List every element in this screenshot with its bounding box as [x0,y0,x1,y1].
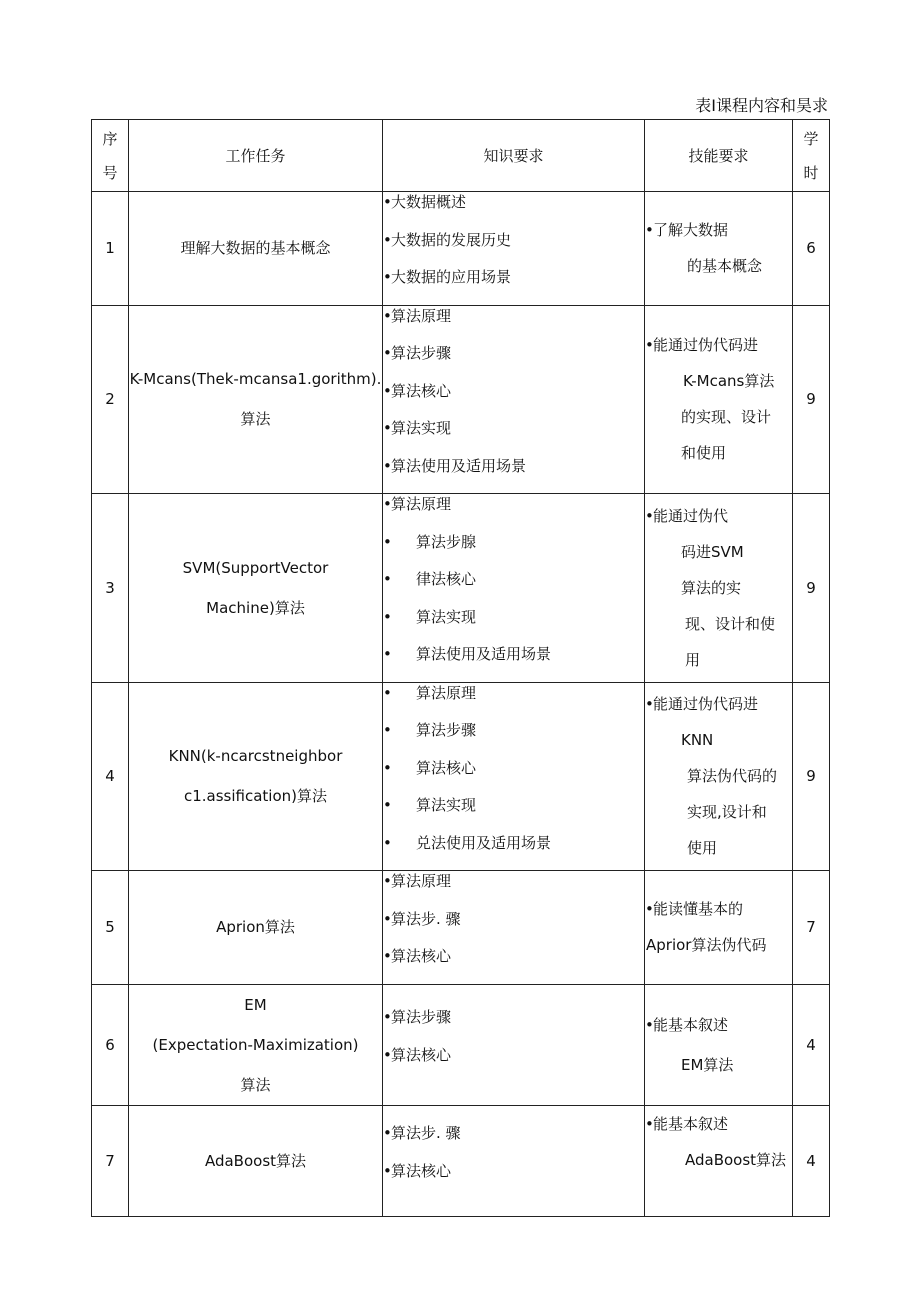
header-num-top: 序 [102,129,118,148]
bullet-icon: • [645,221,654,240]
row-knowledge [383,682,645,871]
skill-line: AdaBoost算法 [685,1150,787,1169]
knowledge-item: •算法实现 [383,419,452,437]
row-skills [645,682,793,871]
row-num: 2 [92,305,129,494]
bullet-icon: • [383,947,392,965]
bullet-icon: • [383,721,392,739]
knowledge-item: •大数据概述 [383,193,467,211]
bullet-icon: • [383,495,392,513]
row-num: 7 [92,1105,129,1216]
bullet-icon: • [383,1161,392,1180]
row-num: 4 [92,682,129,871]
row-task [129,1105,383,1216]
knowledge-item: •算法使用及适用场景 [383,456,527,475]
row-num: 5 [92,871,129,985]
bullet-icon: • [383,1045,392,1064]
header-skills: 技能要求 [645,120,793,192]
table-row [92,192,830,306]
skill-line: EM算法 [681,1055,734,1074]
table-row [92,871,830,985]
header-num-bottom: 号 [102,163,118,182]
bullet-icon: • [383,645,392,663]
row-task [129,192,383,306]
row-skills [645,192,793,306]
knowledge-item: •算法核心 [383,1045,452,1064]
bullet-icon: • [383,456,392,475]
task-line: 理解大数据的基本概念 [180,239,331,258]
row-num: 3 [92,494,129,683]
row-hours: 9 [793,494,830,683]
bullet-icon: • [645,695,654,714]
row-knowledge [383,871,645,985]
task-line: Machine)算法 [206,598,305,617]
bullet-icon: • [383,683,392,702]
knowledge-item: •大数据的应用场景 [383,268,512,286]
bullet-icon: • [383,193,392,211]
task-line: (Expectation-Maximization) [152,1035,359,1054]
row-skills [645,305,793,494]
task-line: AdaBoost算法 [204,1151,307,1170]
row-knowledge [383,984,645,1105]
knowledge-item: •算法步. 骤 [383,909,461,928]
header-task: 工作任务 [129,120,383,192]
task-line: 算法 [240,1075,271,1094]
skill-line: Aprior算法伪代码 [646,936,767,955]
header-num [92,120,129,192]
table-row [92,1105,830,1216]
bullet-icon: • [383,344,392,362]
header-knowledge: 知识要求 [383,120,645,192]
knowledge-item: •算法步骤 [383,344,452,362]
knowledge-item: • 律法核心 [383,570,477,588]
row-task [129,682,383,871]
task-line: SVM(SupportVector [182,558,329,577]
course-content-table [91,119,830,1217]
table-row [92,984,830,1105]
knowledge-item: • 算法实现 [383,796,477,814]
skill-line: •了解大数据 [645,212,792,248]
knowledge-item: • 算法使用及适用场景 [383,645,552,663]
bullet-icon: • [383,419,392,437]
bullet-icon: • [383,607,392,626]
skill-line: KNN [681,731,714,750]
row-knowledge [383,494,645,683]
header-row [92,120,830,192]
bullet-icon: • [383,909,392,928]
skill-line: 和使用 [681,444,727,463]
knowledge-item: • 算法原理 [383,683,477,702]
skill-line: 实现,设计和 [687,803,767,822]
bullet-icon: • [383,268,392,286]
bullet-icon: • [383,570,392,588]
task-line: EM [244,995,267,1014]
row-hours: 4 [793,1105,830,1216]
bullet-icon: • [383,833,392,852]
row-skills [645,984,793,1105]
skill-line: K-Mcans算法 [683,372,775,391]
knowledge-item: •算法步骤 [383,1008,452,1026]
skill-line: •能基本叙述 [645,1106,792,1142]
knowledge-item: •算法核心 [383,1161,452,1180]
bullet-icon: • [383,532,392,551]
skill-line: 的实现、设计 [681,408,772,427]
header-hours [793,120,830,192]
bullet-icon: • [383,306,392,325]
row-hours: 9 [793,305,830,494]
skill-line: •能通过伪代 [645,498,792,534]
knowledge-item: •算法核心 [383,381,452,400]
bullet-icon: • [383,758,392,777]
skill-line: 算法伪代码的 [687,767,778,786]
knowledge-item: •大数据的发展历史 [383,230,512,249]
row-skills [645,494,793,683]
task-line: c1.assification)算法 [183,787,328,806]
skill-line: 算法的实 [681,578,742,597]
row-skills [645,871,793,985]
knowledge-item: • 算法步骤 [383,721,477,739]
header-hours-top: 学 [803,129,819,148]
bullet-icon: • [645,900,654,919]
knowledge-item: • 算法实现 [383,607,477,626]
bullet-icon: • [383,1124,392,1142]
knowledge-item: •算法核心 [383,947,452,965]
knowledge-item: •算法原理 [383,306,452,325]
row-skills [645,1105,793,1216]
skill-line: 使用 [687,839,718,858]
skill-line: •能读懂基本的 [645,891,792,927]
row-hours: 9 [793,682,830,871]
row-knowledge [383,305,645,494]
row-knowledge [383,192,645,306]
knowledge-item: •算法步. 骤 [383,1124,461,1142]
skill-line: •能通过伪代码进 [645,686,792,722]
row-task [129,871,383,985]
task-line: KNN(k-ncarcstneighbor [168,747,343,766]
task-line: Aprion算法 [216,918,295,937]
skill-line: 现、设计和使 [685,614,776,633]
bullet-icon: • [383,796,392,814]
row-task [129,494,383,683]
table-caption: 表I课程内容和昊求 [695,96,828,115]
table-row [92,682,830,871]
row-hours: 7 [793,871,830,985]
skill-line: 码进SVM [681,542,744,561]
bullet-icon: • [383,872,392,890]
row-hours: 4 [793,984,830,1105]
skill-line: 的基本概念 [687,257,763,276]
knowledge-item: • 算法核心 [383,758,477,777]
table-row [92,305,830,494]
bullet-icon: • [383,381,392,400]
row-num: 1 [92,192,129,306]
task-line: 算法 [240,410,271,429]
task-line: K-Mcans(Thek-mcansa1.gorithm). [129,370,382,389]
row-knowledge [383,1105,645,1216]
bullet-icon: • [383,1008,392,1026]
knowledge-item: •算法原理 [383,495,452,513]
row-hours: 6 [793,192,830,306]
bullet-icon: • [645,506,654,525]
bullet-icon: • [645,1015,654,1034]
row-num: 6 [92,984,129,1105]
header-hours-bottom: 时 [803,163,819,182]
knowledge-item: • 兑法使用及适用场景 [383,833,552,852]
skill-line: •能基本叙述 [645,1005,792,1045]
row-task [129,984,383,1105]
bullet-icon: • [645,336,654,355]
bullet-icon: • [383,230,392,249]
knowledge-item: • 算法步腺 [383,532,477,551]
skill-line: 用 [685,650,701,669]
skill-line: •能通过伪代码进 [645,327,792,363]
bullet-icon: • [645,1114,654,1133]
row-task [129,305,383,494]
table-row [92,494,830,683]
knowledge-item: •算法原理 [383,872,452,890]
